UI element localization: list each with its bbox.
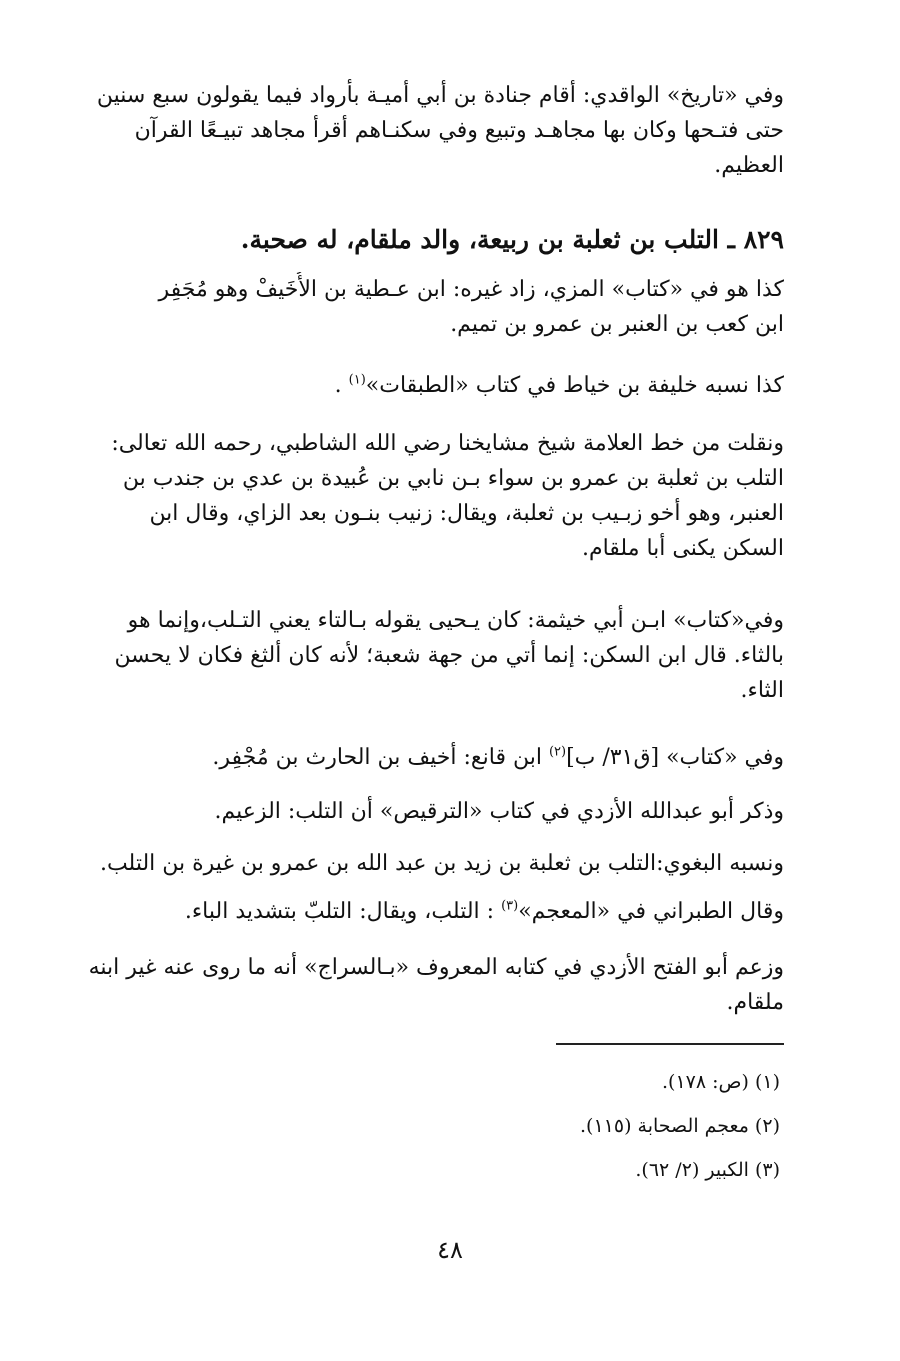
text-line: السكن يكنى أبا ملقام. xyxy=(581,536,784,561)
text-line: ونسبه البغوي:التلب بن ثعلبة بن زيد بن عبد الله بن عمرو بن غيرة بن التلب. xyxy=(99,851,784,876)
text-line: ملقام. xyxy=(726,990,784,1015)
text-line: وفي«كتاب» ابـن أبي خيثمة: كان يـحيى يقوله بـالتاء يعني التـلب،وإنما هو xyxy=(127,608,784,633)
entry-heading: ٨٢٩ ـ التلب بن ثعلبة بن ربيعة، والد ملقام، له صحبة. xyxy=(240,225,784,254)
text-line: ونقلت من خط العلامة شيخ مشايخنا رضي الله الشاطبي، رحمه الله تعالى: xyxy=(111,431,784,456)
text-line: وزعم أبو الفتح الأزدي في كتابه المعروف «بـالسراج» أنه ما روى عنه غير ابنه xyxy=(88,955,784,980)
text-line: بالثاء. قال ابن السكن: إنما أتي من جهة شعبة؛ لأنه كان ألثغ فكان لا يحسن xyxy=(114,643,784,668)
text-line: وفي «كتاب» [ق٣١/ ب]$^{(٢)}$ ابن قانع: أخيف بن الحارث بن مُجْفِر. xyxy=(212,744,784,770)
text-line: وفي «تاريخ» الواقدي: أقام جنادة بن أبي أميـة بأرواد فيما يقولون سبع سنين xyxy=(96,83,784,108)
paragraph-abulfath xyxy=(84,950,784,1020)
text-line: الثاء. xyxy=(740,678,784,703)
text-line: ابن كعب بن العنبر بن عمرو بن تميم. xyxy=(450,312,784,337)
footnote-ref-3[interactable]: (٣) xyxy=(501,898,519,914)
paragraph-mizzi xyxy=(84,272,784,342)
paragraph-qani xyxy=(84,740,784,775)
text-line: حتى فتـحها وكان بها مجاهـد وتبيع وفي سكنـاهم أقرأ مجاهد تبيـعًا القرآن xyxy=(134,118,784,143)
footnote-divider xyxy=(556,1043,784,1045)
text-line: العنبر، وهو أخو زبـيب بن ثعلبة، ويقال: زنيب بنـون بعد الزاي، وقال ابن xyxy=(149,501,784,526)
text-line: وذكر أبو عبدالله الأزدي في كتاب «الترقيص» أن التلب: الزعيم. xyxy=(214,799,784,824)
footnote-3: (٣) الكبير (٢/ ٦٢). xyxy=(635,1159,780,1181)
page-number: ٤٨ xyxy=(437,1236,463,1264)
text-line: كذا نسبه خليفة بن خياط في كتاب «الطبقات»$^{(١)}$ . xyxy=(334,372,784,398)
paragraph-khaythama xyxy=(84,603,784,708)
text-line: كذا هو في «كتاب» المزي، زاد غيره: ابن عـطية بن الأُخَيفْ وهو مُجَفِر xyxy=(158,277,784,302)
paragraph-khalifa xyxy=(84,368,784,403)
footnote-ref-1[interactable]: (١) xyxy=(348,372,366,388)
text-line: وقال الطبراني في «المعجم»$^{(٣)}$ : التلب، ويقال: التلبّ بتشديد الباء. xyxy=(184,898,784,924)
paragraph-shatibi xyxy=(84,426,784,566)
text-line: العظيم. xyxy=(714,153,784,178)
footnote-2: (٢) معجم الصحابة (١١٥). xyxy=(580,1115,780,1137)
footnote-1: (١) (ص: ١٧٨). xyxy=(662,1071,780,1093)
footnote-ref-2[interactable]: (٢) xyxy=(548,744,567,760)
paragraph-tabarani xyxy=(84,894,784,929)
paragraph-waqidi xyxy=(84,78,784,183)
paragraph-azdi xyxy=(84,794,784,829)
paragraph-baghawi xyxy=(84,846,784,881)
text-line: التلب بن ثعلبة بن عمرو بن سواء بـن نابي بن عُبيدة بن عدي بن جندب بن xyxy=(122,466,784,491)
